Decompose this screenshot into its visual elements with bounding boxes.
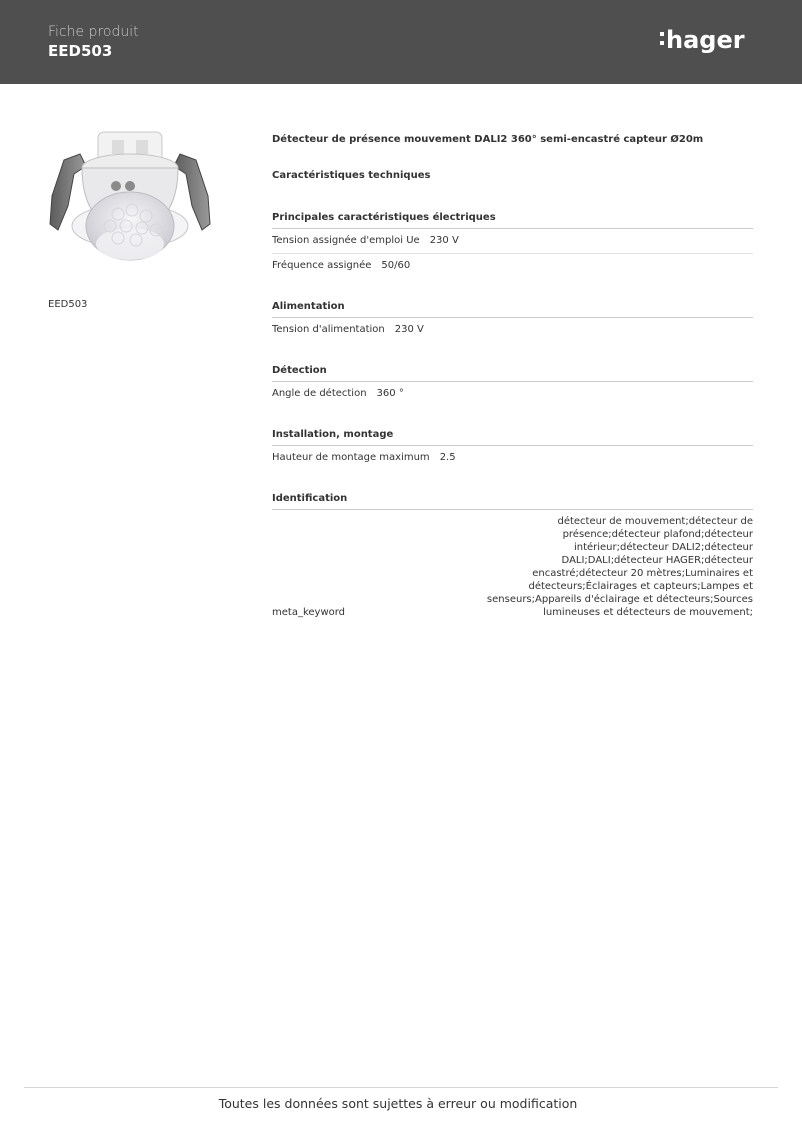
header-kicker: Fiche produit [48, 24, 139, 40]
spec-row [272, 446, 753, 470]
spec-row [272, 382, 753, 406]
spec-row [272, 229, 753, 254]
section-power-supply [272, 300, 753, 342]
spec-value: 360 ° [376, 388, 404, 399]
specs-heading: Caractéristiques techniques [272, 170, 431, 181]
header-product-code: EED503 [48, 42, 113, 60]
footer-disclaimer: Toutes les données sont sujettes à erreur ou modification [218, 1096, 578, 1111]
product-title: Détecteur de présence mouvement DALI2 360° semi-encastré capteur Ø20m [272, 134, 704, 145]
section-title: Installation, montage [272, 428, 753, 446]
spec-row [272, 254, 753, 278]
section-title: Identification [272, 492, 753, 510]
section-identification [272, 492, 753, 619]
spec-row [272, 318, 753, 342]
keyword-label: meta_keyword [272, 607, 346, 618]
section-title: Principales caractéristiques électriques [272, 211, 753, 229]
spec-value: 230 V [429, 235, 459, 246]
footer-divider [24, 1087, 778, 1088]
brand-wordmark: hager [666, 26, 745, 54]
product-image [46, 126, 214, 276]
spec-label: Tension d'alimentation [272, 324, 385, 335]
keyword-row [272, 510, 753, 619]
product-details [272, 133, 753, 619]
spec-label: Fréquence assignée [272, 260, 372, 271]
product-reference: EED503 [48, 299, 88, 310]
section-title: Alimentation [272, 300, 753, 318]
hager-logo [656, 22, 756, 62]
spec-value: 50/60 [381, 260, 411, 271]
spec-label: Angle de détection [272, 388, 367, 399]
section-electrical [272, 211, 753, 278]
spec-value: 230 V [394, 324, 424, 335]
section-title: Détection [272, 364, 753, 382]
section-installation [272, 428, 753, 470]
section-detection [272, 364, 753, 406]
page-header [0, 0, 802, 84]
spec-label: Tension assignée d'emploi Ue [272, 235, 420, 246]
spec-label: Hauteur de montage maximum [272, 452, 430, 463]
spec-value: 2.5 [439, 452, 456, 463]
keyword-value: détecteur de mouvement;détecteur de présence;détecteur plafond;détecteur intérieur;détecteur DALI2;détecteur DALI;DALI;détecteur HAGER;détecteur encastré;détecteur 20 mètres;Luminaires et détecteurs;Éclairages et capteurs;Lampes et senseurs;Appareils d'éclairage et détecteurs;Sources lumineuses et détecteurs de mouvement; [486, 516, 753, 618]
